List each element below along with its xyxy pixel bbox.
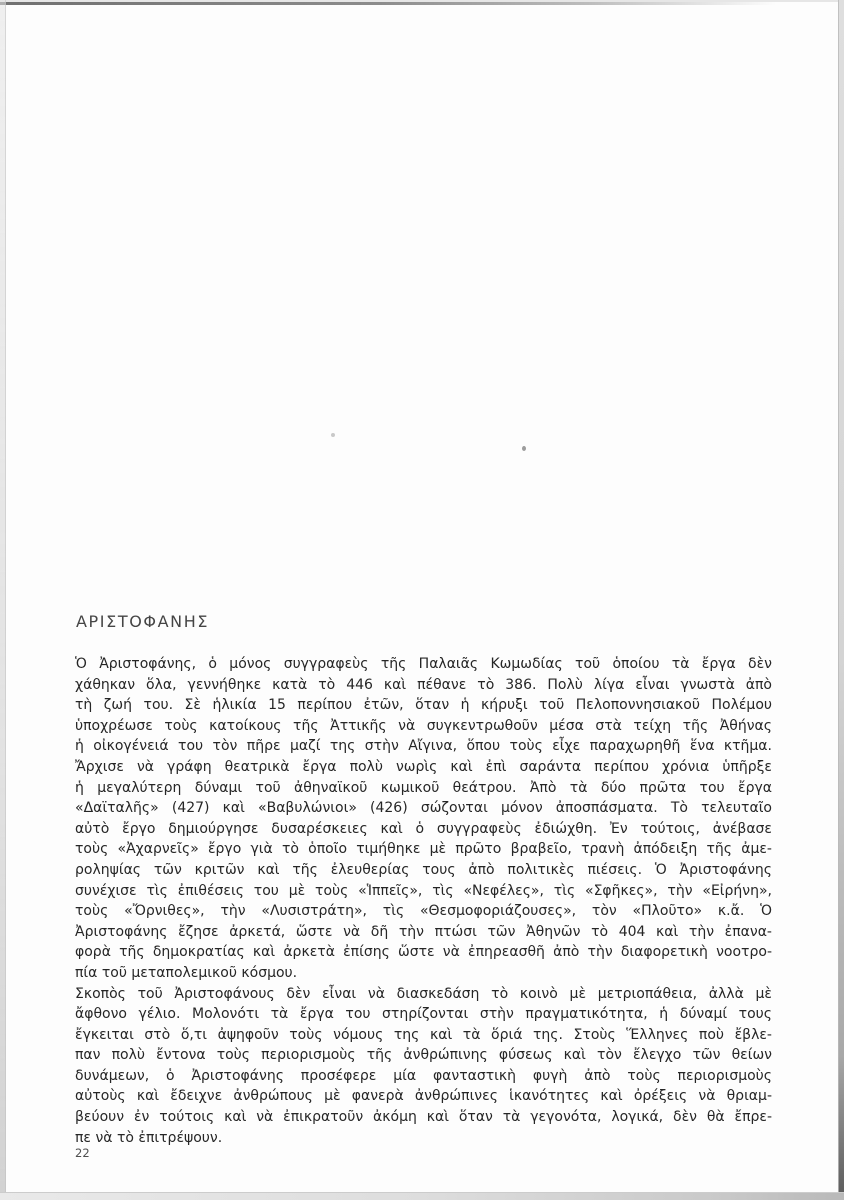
text-line: τὴ ζωή του. Σὲ ἡλικία 15 περίπου ἐτῶν, ὅταν ἡ κήρυξι τοῦ Πελοποννησιακοῦ Πολέμου: [75, 697, 772, 714]
text-line: Σκοπὸς τοῦ Ἀριστοφάνους δὲν εἶναι νὰ διασκεδάση τὸ κοινὸ μὲ μετριοπάθεια, ἀλλὰ μὲ: [75, 985, 772, 1002]
text-line: «Δαϊταλῆς» (427) καὶ «Βαβυλώνιοι» (426) σώζονται μόνον ἀποσπάσματα. Τὸ τελευταῖο: [75, 800, 772, 817]
paragraph: [75, 984, 772, 1149]
text-line: συνέχισε τὶς ἐπιθέσεις του μὲ τοὺς «Ἱππεῖς», τὶς «Νεφέλες», τὶς «Σφῆκες», τὴν «Εἰρήνη»,: [75, 882, 772, 899]
scan-edge-bottom: [0, 1192, 844, 1200]
paragraph: [75, 654, 772, 984]
text-line: φορὰ τῆς δημοκρατίας καὶ ἀρκετὰ ἐπίσης ὥστε νὰ ἐπηρεασθῆ ἀπὸ τὴν διαφορετικὴ νοοτρο-: [75, 944, 772, 961]
text-line: αὐτὸ ἔργο δημιούργησε δυσαρέσκειες καὶ ὁ συγγραφεὺς ἐδιώχθη. Ἐν τούτοις, ἀνέβασε: [75, 820, 772, 837]
scan-speck: [331, 433, 335, 437]
text-line: πία τοῦ μεταπολεμικοῦ κόσμου.: [75, 964, 298, 981]
text-line: παν πολὺ ἔντονα τοὺς περιορισμοὺς τῆς ἀνθρώπινης φύσεως καὶ τὸν ἔλεγχο τῶν θείων: [75, 1047, 772, 1064]
text-line: ροληψίας τῶν κριτῶν καὶ τῆς ἐλευθερίας τους ἀπὸ πολιτικὲς πιέσεις. Ὁ Ἀριστοφάνης: [75, 861, 772, 878]
text-line: αὐτοὺς καὶ ἔδειχνε ἀνθρώπους μὲ φανερὰ ἀνθρώπινες ἱκανότητες καὶ ὀρέξεις νὰ θριαμ-: [75, 1088, 772, 1105]
text-line: τοὺς «Ὄρνιθες», τὴν «Λυσιστράτη», τὶς «Θεσμοφοριάζουσες», τὸν «Πλοῦτο» κ.ἄ. Ὁ: [75, 903, 772, 920]
text-line: ἄφθονο γέλιο. Μολονότι τὰ ἔργα του στηρίζονται στὴν πραγματικότητα, ἡ δύναμί τους: [75, 1006, 772, 1023]
text-line: τοὺς «Ἀχαρνεῖς» ἔργο γιὰ τὸ ὁποῖο τιμήθηκε μὲ πρῶτο βραβεῖο, τρανὴ ἀπόδειξη τῆς ἀμε-: [75, 841, 772, 858]
text-line: ὑποχρέωσε τοὺς κατοίκους τῆς Ἀττικῆς νὰ συγκεντρωθοῦν μέσα στὰ τείχη τῆς Ἀθήνας: [75, 717, 772, 734]
text-line: πε νὰ τὸ ἐπιτρέψουν.: [75, 1129, 223, 1146]
text-line: Ἄρχισε νὰ γράφη θεατρικὰ ἔργα πολὺ νωρὶς καὶ ἐπὶ σαράντα περίπου χρόνια ὑπῆρξε: [75, 758, 772, 775]
text-line: Ἀριστοφάνης ἔζησε ἀρκετά, ὥστε νὰ δῆ τὴν πτώσι τῶν Ἀθηνῶν τὸ 404 καὶ τὴν ἐπανα-: [75, 923, 772, 940]
text-line: δυνάμεων, ὁ Ἀριστοφάνης προσέφερε μία φανταστικὴ φυγὴ ἀπὸ τοὺς περιορισμοὺς: [75, 1067, 772, 1084]
body-text: [75, 654, 772, 1148]
text-line: ἡ μεγαλύτερη δύναμι τοῦ ἀθηναϊκοῦ κωμικοῦ θεάτρου. Ἀπὸ τὰ δύο πρῶτα του ἔργα: [75, 779, 772, 796]
page-title: ΑΡΙΣΤΟΦΑΝΗΣ: [76, 612, 210, 631]
page-number: 22: [75, 1146, 90, 1160]
text-line: ἡ οἰκογένειά του τὸν πῆρε μαζί της στὴν Αἴγινα, ὅπου τοὺς εἶχε παραχωρηθῆ ἕνα κτῆμα.: [75, 738, 772, 755]
text-line: Ὁ Ἀριστοφάνης, ὁ μόνος συγγραφεὺς τῆς Παλαιᾶς Κωμωδίας τοῦ ὁποίου τὰ ἔργα δὲν: [75, 656, 772, 672]
scan-edge-top-dark: [0, 2, 844, 5]
text-line: ἔγκειται στὸ ὅ,τι ἀψηφοῦν τοὺς νόμους της καὶ τὰ ὅριά της. Στοὺς Ἕλληνες ποὺ ἔβλε-: [75, 1026, 772, 1043]
text-line: βεύουν ἐν τούτοις καὶ νὰ ἐπικρατοῦν ἀκόμη καὶ ὅταν τὰ γεγονότα, λογικά, δὲν θὰ ἔπρε-: [75, 1109, 772, 1126]
text-line: χάθηκαν ὅλα, γεννήθηκε κατὰ τὸ 446 καὶ πέθανε τὸ 386. Πολὺ λίγα εἶναι γνωστὰ ἀπὸ: [75, 676, 772, 693]
scan-edge-left: [0, 0, 6, 1200]
scan-edge-right: [838, 0, 844, 1200]
scan-speck: [522, 446, 526, 451]
